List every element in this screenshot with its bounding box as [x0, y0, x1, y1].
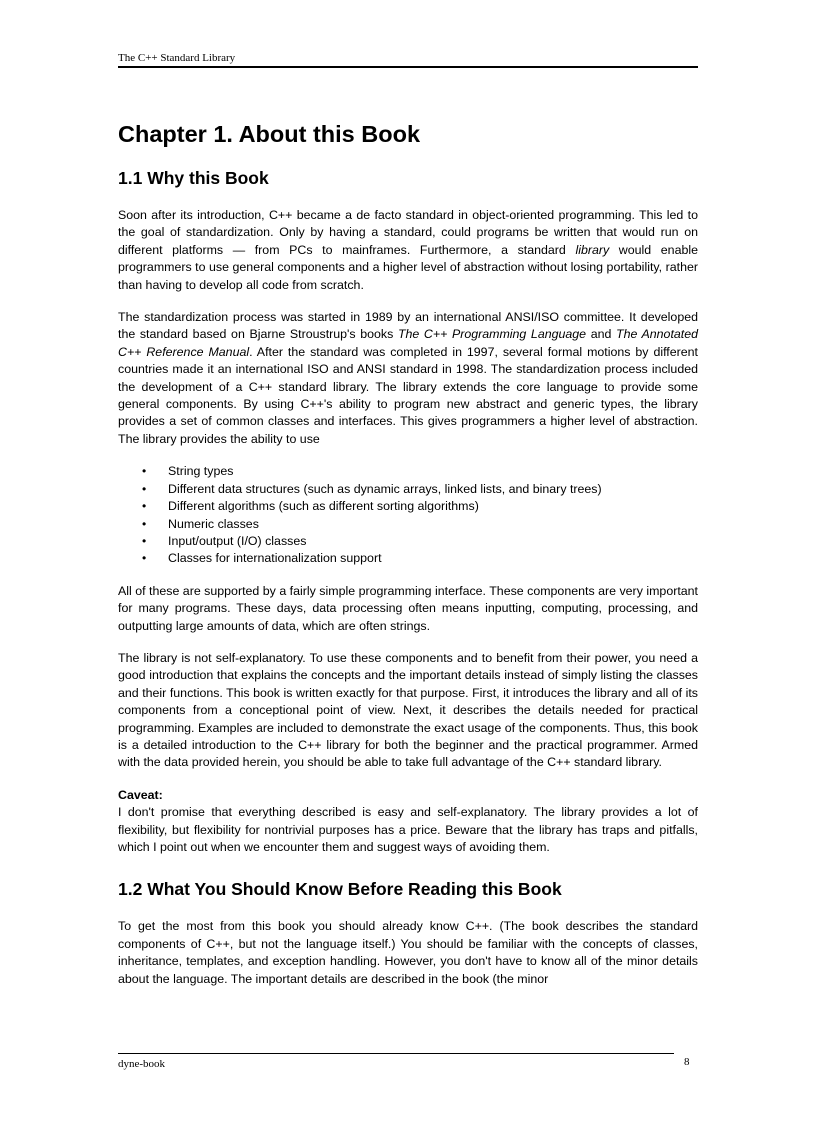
list-item [118, 550, 698, 567]
text-run: and [586, 327, 616, 342]
bullet-dot-icon: • [142, 481, 147, 496]
bullet-dot-icon: • [142, 499, 147, 514]
footer-rule [118, 1053, 674, 1054]
list-item [118, 498, 698, 515]
paragraph-purpose: The library is not self-explanatory. To use these components and to benefit from their power, you need a good introduction that explains the concepts and the important details instead of simply listing the classes and their functions. This book is written exactly for that purpose. First, it introduces the library and all of its components from a conceptional point of view. Next, it describes the details needed for practical programming. Examples are included to demonstrate the exact usage of the components. Thus, this book is a detailed introduction to the C++ library for both the beginner and the practical programmer. Armed with the data provided herein, you should be able to take full advantage of the C++ standard library. [118, 650, 698, 770]
section-title-why-this-book: 1.1 Why this Book [118, 168, 269, 188]
text-run: The standardization process was started in 1989 by an international ANSI/ISO committee. It developed the standard based on Bjarne Stroustrup's books [118, 310, 698, 342]
list-item-text: Classes for internationalization support [168, 551, 382, 566]
paragraph-intro [118, 207, 698, 294]
caveat-text: I don't promise that everything described is easy and self-explanatory. The library provides a lot of flexibility, but flexibility for nontrivial purposes has a price. Beware that the library has traps and pitfalls, which I point out when we encounter them and suggest ways of avoiding them. [118, 805, 698, 854]
list-item-text: String types [168, 464, 234, 479]
running-header: The C++ Standard Library [118, 52, 236, 64]
list-item-text: Numeric classes [168, 516, 259, 531]
list-item [118, 481, 698, 498]
paragraph-prerequisites: To get the most from this book you should already know C++. (The book describes the standard components of C++, but not the language itself.) You should be familiar with the concepts of classes, inheritance, templates, and exception handling. However, you don't have to know all of the minor details about the language. The important details are described in the book (the minor [118, 919, 698, 986]
emphasis-library: library [575, 242, 610, 257]
list-item [118, 516, 698, 533]
bullet-dot-icon: • [142, 551, 147, 566]
page-number: 8 [684, 1056, 690, 1068]
bullet-dot-icon: • [142, 516, 147, 531]
header-rule [118, 66, 698, 68]
caveat-title: Caveat: [118, 787, 163, 802]
bullet-dot-icon: • [142, 533, 147, 548]
text-run: Soon after its introduction, C++ became a de facto standard in object-oriented programming. This led to the goal of standardization. Only by having a standard, could programs be written that would run on different platforms — from PCs to mainframes. Furthermore, a standard [118, 208, 698, 257]
caveat-block [118, 787, 698, 857]
bullet-dot-icon: • [142, 464, 147, 479]
list-item-text: Different algorithms (such as different sorting algorithms) [168, 499, 479, 514]
list-item [118, 463, 698, 480]
paragraph-standardization [118, 309, 698, 448]
page-content [118, 120, 698, 1003]
book-title-annotated-reference: The Annotated C++ Reference Manual [118, 327, 699, 359]
section-title-prerequisites: 1.2 What You Should Know Before Reading this Book [118, 879, 562, 900]
paragraph-interface: All of these are supported by a fairly simple programming interface. These components are very important for many programs. These days, data processing often means inputting, computing, processing, and outputting large amounts of data, which are often strings. [118, 583, 698, 633]
text-run: . After the standard was completed in 1997, several formal motions by different countries made it an international ISO and ANSI standard in 1998. The standardization process included the development of a C++ standard library. The library extends the core language to provide some general components. By using C++'s ability to program new abstract and generic types, the library provides a set of common classes and interfaces. This gives programmers a higher level of abstraction. The library provides the ability to use [118, 344, 698, 446]
chapter-title: Chapter 1. About this Book [118, 121, 421, 147]
footer-label: dyne-book [118, 1058, 166, 1070]
list-item-text: Different data structures (such as dynamic arrays, linked lists, and binary trees) [168, 481, 602, 496]
library-features-list [118, 463, 698, 567]
text-run: would enable programmers to use general components and a higher level of abstraction without losing portability, rather than having to develop all code from scratch. [118, 242, 698, 292]
list-item-text: Input/output (I/O) classes [168, 533, 307, 548]
book-title-cpp-programming-language: The C++ Programming Language [397, 327, 587, 342]
list-item [118, 533, 698, 550]
